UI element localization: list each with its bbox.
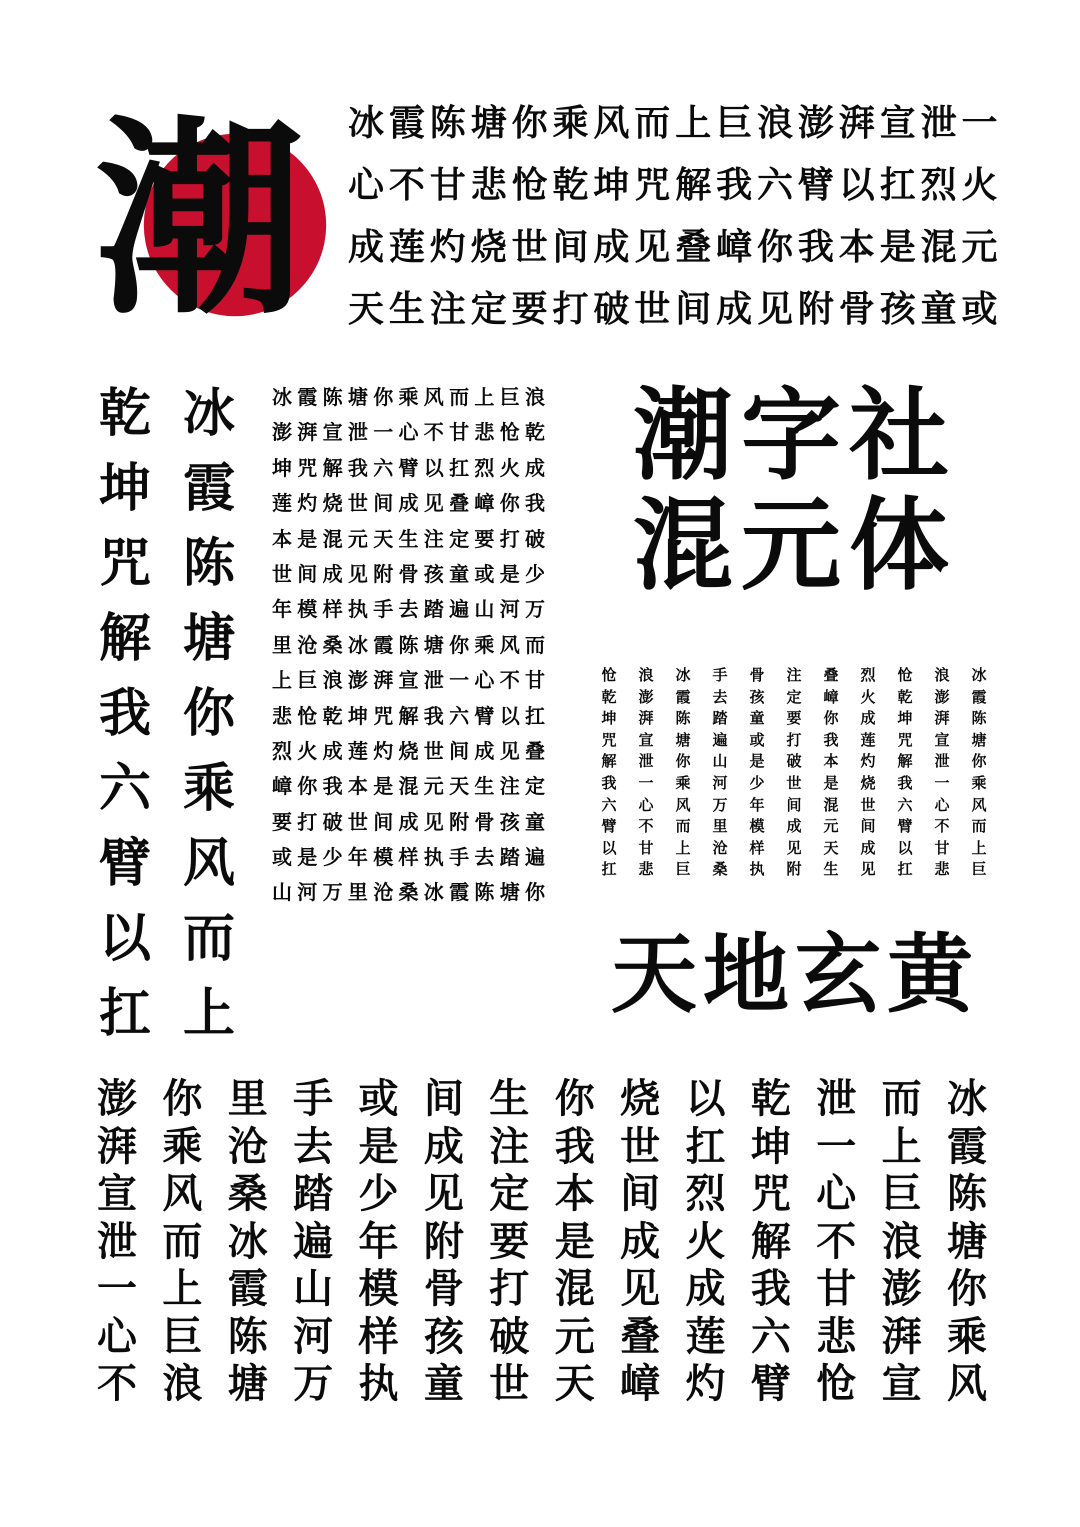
tiny-char: 烈 — [860, 666, 876, 684]
vertical-char: 臂 — [98, 833, 151, 894]
bottom-char: 乘 — [947, 1312, 987, 1360]
bottom-char: 你 — [162, 1075, 203, 1122]
bottom-char: 叠 — [620, 1312, 661, 1360]
tiny-char: 我 — [823, 730, 839, 749]
tiny-char: 童 — [749, 709, 765, 728]
tiny-char: 世 — [786, 773, 802, 792]
tiny-char: 风 — [675, 795, 691, 814]
hero-calligraphy — [80, 96, 320, 343]
bottom-char: 悲 — [816, 1312, 857, 1360]
tiny-char: 而 — [971, 817, 987, 836]
bottom-column — [419, 1075, 469, 1408]
tiny-char: 样 — [749, 838, 765, 857]
bottom-char: 而 — [162, 1217, 203, 1265]
bottom-char: 一 — [97, 1265, 137, 1312]
top-line: 成莲灼烧世间成见叠嶂你我本是混元 — [348, 226, 1003, 268]
tiny-char: 河 — [712, 773, 728, 792]
bottom-char: 不 — [97, 1360, 137, 1407]
vertical-char: 解 — [98, 608, 151, 669]
tiny-char: 扛 — [897, 860, 913, 879]
top-line: 冰霞陈塘你乘风而上巨浪澎湃宣泄一 — [348, 102, 1003, 144]
tiny-char: 万 — [712, 795, 728, 814]
bottom-char: 执 — [358, 1360, 399, 1407]
tiny-column — [783, 665, 805, 881]
tiny-char: 陈 — [675, 709, 691, 728]
vertical-char: 乘 — [182, 758, 235, 819]
bottom-char: 湃 — [97, 1122, 137, 1170]
tiny-char: 而 — [675, 817, 691, 836]
tiny-char: 山 — [712, 752, 728, 771]
bottom-char: 成 — [685, 1265, 726, 1312]
tiny-char: 坤 — [601, 709, 617, 728]
bottom-char: 湃 — [881, 1312, 922, 1360]
top-line: 天生注定要打破世间成见附骨孩童或 — [348, 288, 1003, 330]
vertical-char: 咒 — [98, 533, 151, 594]
tiny-char: 风 — [971, 795, 987, 814]
tiny-char: 六 — [897, 795, 913, 814]
small-text-line: 嶂你我本是混元天生注定 — [272, 774, 551, 799]
hero-character: 潮 — [94, 96, 305, 343]
bottom-column — [484, 1075, 534, 1408]
tiny-char: 附 — [786, 860, 802, 879]
vertical-column-right — [178, 376, 240, 1051]
bottom-char: 见 — [423, 1170, 464, 1217]
bottom-char: 心 — [816, 1170, 857, 1217]
vertical-char: 扛 — [98, 983, 151, 1044]
bottom-char: 火 — [685, 1217, 726, 1265]
tiny-char: 浪 — [934, 666, 950, 684]
tiny-char: 里 — [712, 817, 728, 836]
tiny-char: 上 — [971, 838, 987, 857]
tiny-char: 霞 — [971, 687, 987, 706]
tiny-char: 坤 — [897, 709, 913, 728]
bottom-char: 浪 — [881, 1217, 922, 1265]
tiny-char: 嶂 — [823, 687, 839, 706]
tiny-char: 甘 — [638, 838, 654, 857]
tiny-char: 甘 — [934, 838, 950, 857]
tiny-char: 是 — [749, 752, 765, 771]
tiny-char: 澎 — [638, 687, 654, 706]
tiny-char: 沧 — [712, 838, 728, 857]
tiny-char: 成 — [786, 817, 802, 836]
tiny-char: 臂 — [897, 817, 913, 836]
tiny-char: 烧 — [860, 773, 876, 792]
bottom-char: 是 — [554, 1217, 595, 1265]
tiny-char: 混 — [823, 795, 839, 814]
bottom-char: 你 — [947, 1265, 987, 1312]
tiny-char: 遍 — [712, 730, 728, 749]
tiny-char: 见 — [786, 838, 802, 857]
tiny-char: 我 — [897, 773, 913, 792]
bottom-char: 泄 — [97, 1217, 137, 1265]
vertical-char: 你 — [182, 683, 235, 744]
tiny-char: 少 — [749, 773, 765, 792]
tiny-char: 火 — [860, 687, 876, 706]
bottom-char: 混 — [554, 1265, 595, 1312]
font-title — [600, 376, 990, 604]
vertical-char: 冰 — [182, 383, 235, 444]
tiny-char: 冰 — [675, 666, 691, 684]
bottom-char: 怆 — [816, 1360, 857, 1407]
bottom-char: 莲 — [685, 1312, 726, 1360]
bottom-char: 上 — [881, 1122, 922, 1170]
vertical-char: 陈 — [182, 533, 235, 594]
bottom-char: 浪 — [162, 1360, 203, 1407]
tiny-char: 以 — [897, 838, 913, 857]
bottom-char: 上 — [162, 1265, 203, 1312]
bottom-char: 打 — [489, 1265, 530, 1312]
bottom-char: 心 — [97, 1312, 137, 1360]
tiny-char: 扛 — [601, 860, 617, 879]
vertical-char: 上 — [182, 983, 235, 1044]
title-line: 混元体 — [633, 486, 957, 604]
bottom-char: 附 — [423, 1217, 464, 1265]
bottom-char: 乾 — [750, 1075, 791, 1122]
bottom-char: 一 — [816, 1122, 857, 1170]
tiny-char: 臂 — [601, 817, 617, 836]
tiny-char: 陈 — [971, 709, 987, 728]
tiny-char: 间 — [860, 817, 876, 836]
tiny-char: 巨 — [675, 860, 691, 879]
tiny-char: 世 — [860, 795, 876, 814]
bottom-char: 天 — [554, 1360, 595, 1407]
tiny-char: 不 — [934, 817, 950, 836]
small-text-line: 世间成见附骨孩童或是少 — [272, 561, 551, 586]
vertical-char: 霞 — [182, 458, 235, 519]
tiny-column — [894, 665, 916, 881]
bottom-char: 山 — [293, 1265, 334, 1312]
bottom-char: 烈 — [685, 1170, 726, 1217]
tiny-char: 浪 — [638, 666, 654, 684]
bottom-char: 破 — [489, 1312, 530, 1360]
bottom-char: 陈 — [947, 1170, 987, 1217]
tiny-char: 心 — [638, 795, 654, 814]
tiny-char: 打 — [786, 730, 802, 749]
tiny-char: 不 — [638, 817, 654, 836]
tiny-char: 怆 — [601, 666, 617, 684]
small-text-line: 莲灼烧世间成见叠嶂你我 — [272, 491, 551, 516]
bottom-char: 陈 — [227, 1312, 268, 1360]
bottom-column — [550, 1075, 600, 1408]
bottom-column — [942, 1075, 992, 1408]
bottom-char: 冰 — [947, 1075, 987, 1122]
tiny-column — [598, 665, 620, 881]
bottom-char: 见 — [620, 1265, 661, 1312]
tiny-char: 去 — [712, 687, 728, 706]
bottom-vertical-grid — [92, 1075, 992, 1415]
tiny-char: 咒 — [897, 730, 913, 749]
tiny-char: 元 — [823, 817, 839, 836]
bottom-char: 间 — [423, 1075, 464, 1122]
tiny-char: 宣 — [638, 730, 654, 749]
top-text-block — [348, 92, 1003, 340]
tiny-char: 见 — [860, 860, 876, 879]
bottom-char: 咒 — [750, 1170, 791, 1217]
tiny-char: 要 — [786, 709, 802, 728]
tiny-char: 你 — [971, 752, 987, 771]
tiny-char: 生 — [823, 860, 839, 879]
tiny-column — [968, 665, 990, 881]
bottom-column — [354, 1075, 404, 1408]
bottom-char: 世 — [620, 1122, 661, 1170]
tiny-char: 解 — [601, 752, 617, 771]
vertical-char: 坤 — [98, 458, 151, 519]
small-text-line: 要打破世间成见附骨孩童 — [272, 809, 551, 834]
bottom-char: 注 — [489, 1122, 530, 1170]
tiny-column — [672, 665, 694, 881]
tiny-char: 骨 — [749, 666, 765, 684]
bottom-char: 解 — [750, 1217, 791, 1265]
tiny-char: 模 — [749, 817, 765, 836]
vertical-char: 我 — [98, 683, 151, 744]
vertical-char: 乾 — [98, 383, 151, 444]
tiny-char: 一 — [638, 773, 654, 792]
bottom-column — [811, 1075, 861, 1408]
tiny-char: 桑 — [712, 860, 728, 879]
bottom-char: 生 — [489, 1075, 530, 1122]
tiny-column — [931, 665, 953, 881]
tiny-char: 宣 — [934, 730, 950, 749]
bottom-char: 不 — [816, 1217, 857, 1265]
tiny-char: 莲 — [860, 730, 876, 749]
bottom-char: 年 — [358, 1217, 399, 1265]
top-line: 心不甘悲怆乾坤咒解我六臂以扛烈火 — [348, 164, 1003, 206]
bottom-char: 骨 — [423, 1265, 464, 1312]
bottom-char: 塘 — [227, 1360, 268, 1407]
title-line: 潮字社 — [633, 376, 957, 494]
tiny-char: 怆 — [897, 666, 913, 684]
bottom-char: 宣 — [881, 1360, 922, 1407]
tiny-char: 破 — [786, 752, 802, 771]
small-text-line: 年模样执手去踏遍山河万 — [272, 597, 551, 622]
tiny-column — [635, 665, 657, 881]
tiny-char: 手 — [712, 666, 728, 684]
vertical-char: 而 — [182, 908, 235, 969]
tiny-char: 霞 — [675, 687, 691, 706]
small-text-line: 冰霞陈塘你乘风而上巨浪 — [272, 385, 551, 409]
bottom-char: 嶂 — [620, 1360, 661, 1407]
tiny-char: 巨 — [971, 860, 987, 879]
tiny-char: 冰 — [971, 666, 987, 684]
bottom-char: 风 — [947, 1360, 987, 1407]
bottom-char: 踏 — [293, 1170, 334, 1217]
bottom-char: 霞 — [227, 1265, 268, 1312]
bottom-char: 乘 — [162, 1122, 203, 1170]
vertical-char: 六 — [98, 758, 151, 819]
bottom-char: 世 — [489, 1360, 530, 1407]
bottom-char: 或 — [358, 1075, 399, 1122]
tiny-char: 是 — [823, 773, 839, 792]
small-text-line: 悲怆乾坤咒解我六臂以扛 — [272, 703, 551, 728]
bottom-char: 灼 — [685, 1360, 726, 1407]
tiandi-xuanhuang: 天地玄黄 — [611, 924, 979, 1025]
bottom-column — [877, 1075, 927, 1408]
bottom-column — [157, 1075, 207, 1408]
tiny-column — [820, 665, 842, 881]
bottom-char: 臂 — [750, 1360, 791, 1407]
tiny-char: 解 — [897, 752, 913, 771]
bottom-char: 河 — [293, 1312, 334, 1360]
tiny-char: 上 — [675, 838, 691, 857]
tiny-column — [746, 665, 768, 881]
tiny-char: 咒 — [601, 730, 617, 749]
tiny-char: 你 — [823, 709, 839, 728]
bottom-char: 桑 — [227, 1170, 268, 1217]
tiny-char: 年 — [749, 795, 765, 814]
bottom-char: 烧 — [620, 1075, 661, 1122]
bottom-char: 澎 — [881, 1265, 922, 1312]
tiny-char: 心 — [934, 795, 950, 814]
tiny-char: 塘 — [971, 730, 987, 749]
tiny-char: 天 — [823, 838, 839, 857]
tiny-char: 泄 — [934, 752, 950, 771]
small-text-line: 本是混元天生注定要打破 — [272, 526, 551, 551]
tiny-char: 泄 — [638, 752, 654, 771]
bottom-column — [92, 1075, 142, 1408]
bottom-char: 宣 — [97, 1170, 137, 1217]
small-text-line: 山河万里沧桑冰霞陈塘你 — [272, 880, 551, 905]
tiny-char: 乾 — [897, 687, 913, 706]
tiny-char: 定 — [786, 687, 802, 706]
bottom-char: 泄 — [816, 1075, 857, 1122]
tiny-char: 执 — [749, 860, 765, 879]
bottom-char: 定 — [489, 1170, 530, 1217]
bottom-char: 六 — [750, 1312, 791, 1360]
small-text-block — [272, 380, 567, 911]
small-text-line: 坤咒解我六臂以扛烈火成 — [272, 455, 551, 480]
bottom-char: 塘 — [947, 1217, 987, 1265]
tiny-char: 以 — [601, 838, 617, 857]
bottom-char: 甘 — [816, 1265, 857, 1312]
small-text-line: 烈火成莲灼烧世间成见叠 — [272, 738, 551, 763]
bottom-column — [680, 1075, 730, 1408]
bottom-char: 我 — [554, 1122, 595, 1170]
bottom-char: 冰 — [227, 1217, 268, 1265]
vertical-char: 以 — [98, 908, 151, 969]
bottom-char: 样 — [358, 1312, 399, 1360]
tiny-char: 本 — [823, 752, 839, 771]
bottom-char: 沧 — [227, 1122, 268, 1170]
bottom-char: 遍 — [293, 1217, 334, 1265]
vertical-char: 塘 — [182, 608, 235, 669]
bottom-char: 手 — [293, 1075, 334, 1122]
tiny-char: 湃 — [638, 709, 654, 728]
tiny-char: 六 — [601, 795, 617, 814]
bottom-char: 霞 — [947, 1122, 987, 1170]
bottom-char: 元 — [554, 1312, 595, 1360]
tiny-char: 成 — [860, 838, 876, 857]
bottom-char: 巨 — [162, 1312, 203, 1360]
tiny-char: 澎 — [934, 687, 950, 706]
bottom-char: 里 — [227, 1075, 268, 1122]
bottom-char: 孩 — [423, 1312, 464, 1360]
tiny-vertical-text — [598, 665, 990, 895]
bottom-char: 而 — [881, 1075, 922, 1122]
bottom-column — [288, 1075, 338, 1408]
vertical-char: 风 — [182, 833, 235, 894]
tiny-column — [857, 665, 879, 881]
bottom-char: 扛 — [685, 1122, 726, 1170]
bottom-char: 你 — [554, 1075, 595, 1122]
small-text-line: 澎湃宣泄一心不甘悲怆乾 — [272, 420, 551, 445]
tiny-char: 注 — [786, 666, 802, 684]
tiny-char: 一 — [934, 773, 950, 792]
tiny-char: 乾 — [601, 687, 617, 706]
small-text-line: 或是少年模样执手去踏遍 — [272, 845, 551, 870]
bottom-char: 间 — [620, 1170, 661, 1217]
tiny-column — [709, 665, 731, 881]
tiny-char: 我 — [601, 773, 617, 792]
bottom-char: 童 — [423, 1360, 464, 1407]
bottom-char: 成 — [620, 1217, 661, 1265]
bottom-column — [223, 1075, 273, 1408]
bottom-char: 少 — [358, 1170, 399, 1217]
small-text-line: 上巨浪澎湃宣泄一心不甘 — [272, 668, 551, 693]
bottom-char: 以 — [685, 1075, 726, 1122]
tiny-char: 乘 — [675, 773, 691, 792]
bottom-char: 本 — [554, 1170, 595, 1217]
tiny-char: 悲 — [934, 860, 950, 879]
tiny-char: 成 — [860, 709, 876, 728]
tiny-char: 灼 — [860, 752, 876, 771]
tiny-char: 叠 — [823, 666, 839, 684]
tiny-char: 悲 — [638, 860, 654, 879]
bottom-char: 我 — [750, 1265, 791, 1312]
bottom-char: 是 — [358, 1122, 399, 1170]
bottom-char: 巨 — [881, 1170, 922, 1217]
bottom-char: 万 — [293, 1360, 334, 1407]
bottom-char: 坤 — [750, 1122, 791, 1170]
bottom-char: 模 — [358, 1265, 399, 1312]
bottom-char: 要 — [489, 1217, 530, 1265]
tiny-char: 间 — [786, 795, 802, 814]
vertical-column-left — [94, 376, 156, 1051]
tiny-char: 或 — [749, 730, 765, 749]
bottom-char: 去 — [293, 1122, 334, 1170]
tiny-char: 湃 — [934, 709, 950, 728]
bottom-column — [746, 1075, 796, 1408]
tiny-char: 乘 — [971, 773, 987, 792]
small-text-line: 里沧桑冰霞陈塘你乘风而 — [272, 632, 551, 657]
tiny-char: 孩 — [749, 687, 765, 706]
bottom-char: 风 — [162, 1170, 203, 1217]
bottom-char: 澎 — [97, 1075, 137, 1122]
tiny-char: 你 — [675, 752, 691, 771]
tiny-char: 踏 — [712, 709, 728, 728]
tiny-char: 塘 — [675, 730, 691, 749]
bottom-column — [615, 1075, 665, 1408]
bottom-char: 成 — [423, 1122, 464, 1170]
